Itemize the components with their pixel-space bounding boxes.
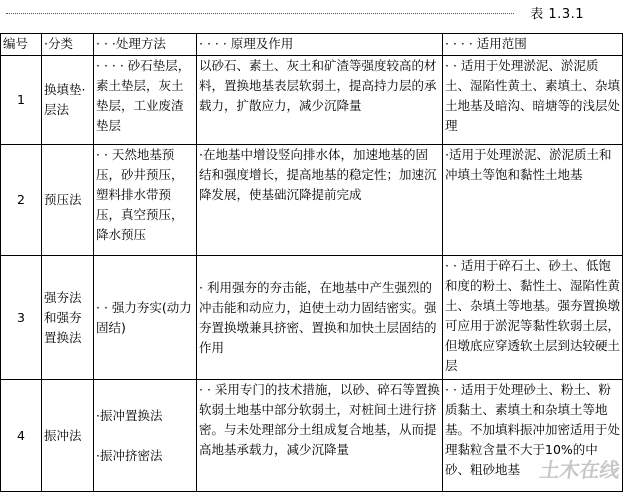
row-method: [94, 380, 197, 492]
watermark-logo: 土木在线: [538, 460, 622, 482]
row-scope: · · 适用于碎石土、砂土、低饱和度的粉土、黏性土、湿陷性黄土、杂填土等地基。强夯置换墩可应用于淤泥等黏性软弱土层，但墩底应穿透软土层到达较硬土层: [443, 256, 623, 380]
row-category: 预压法: [42, 145, 94, 256]
row-method: · · · · 砂石垫层，素土垫层，灰土垫层，工业废渣垫层: [94, 56, 197, 145]
table-row: [1, 256, 623, 380]
table-row: [1, 145, 623, 256]
row-category: 振冲法: [42, 380, 94, 492]
row-number: 1: [1, 56, 42, 145]
ground-treatment-table: [0, 33, 623, 492]
row-scope: · · 适用于处理淤泥、淤泥质土、湿陷性黄土、素填土、杂填土地基及暗沟、暗塘等的浅层处理: [443, 56, 623, 145]
row-principle: · 利用强夯的夯击能，在地基中产生强烈的冲击能和动应力，迫使土动力固结密实。强夯置换墩兼具挤密、置换和加快土层固结的作用: [197, 256, 443, 380]
row-category: 强夯法和强夯置换法: [42, 256, 94, 380]
row-scope: ·适用于处理淤泥、淤泥质土和冲填土等饱和黏性土地基: [443, 145, 623, 256]
row-category: 换填垫·层法: [42, 56, 94, 145]
method-spacer: [96, 426, 194, 446]
header-category: ·分类: [42, 34, 94, 56]
header-principle: · · · · 原理及作用: [197, 34, 443, 56]
table-row: [1, 380, 623, 492]
row-method: · · 强力夯实(动力固结): [94, 256, 197, 380]
method-vibro-compaction: ·振冲挤密法: [96, 447, 163, 463]
row-number: 4: [1, 380, 42, 492]
row-principle: ·在地基中增设竖向排水体，加速地基的固结和强度增长，提高地基的稳定性；加速沉降发展，使基础沉降提前完成: [197, 145, 443, 256]
leader-dots: [6, 13, 514, 14]
row-scope: · · 适用于处理砂土、粉土、粉质黏土、素填土和杂填土等地基。不加填料振冲加密适用于处理黏粒含量不大于10%的中砂、粗砂地基: [443, 380, 623, 492]
row-method: · · 天然地基预压，砂井预压，塑料排水带预压，真空预压，降水预压: [94, 145, 197, 256]
table-row: [1, 56, 623, 145]
row-principle: 以砂石、素土、灰土和矿渣等强度较高的材料，置换地基表层软弱土，提高持力层的承载力，扩散应力，减少沉降量: [197, 56, 443, 145]
header-method: · · ·处理方法: [94, 34, 197, 56]
table-caption: [0, 0, 624, 26]
row-principle: · · 采用专门的技术措施，以砂、碎石等置换软弱土地基中部分软弱土，对桩间土进行挤密。与未处理部分土组成复合地基，从而提高地基承载力，减少沉降量: [197, 380, 443, 492]
table-number: 表 1.3.1: [530, 7, 584, 22]
header-number: 编号: [1, 34, 42, 56]
row-number: 2: [1, 145, 42, 256]
header-row: [1, 34, 623, 56]
header-scope: · · · · 适用范围: [443, 34, 623, 56]
row-number: 3: [1, 256, 42, 380]
method-vibro-replacement: ·振冲置换法: [96, 407, 163, 423]
